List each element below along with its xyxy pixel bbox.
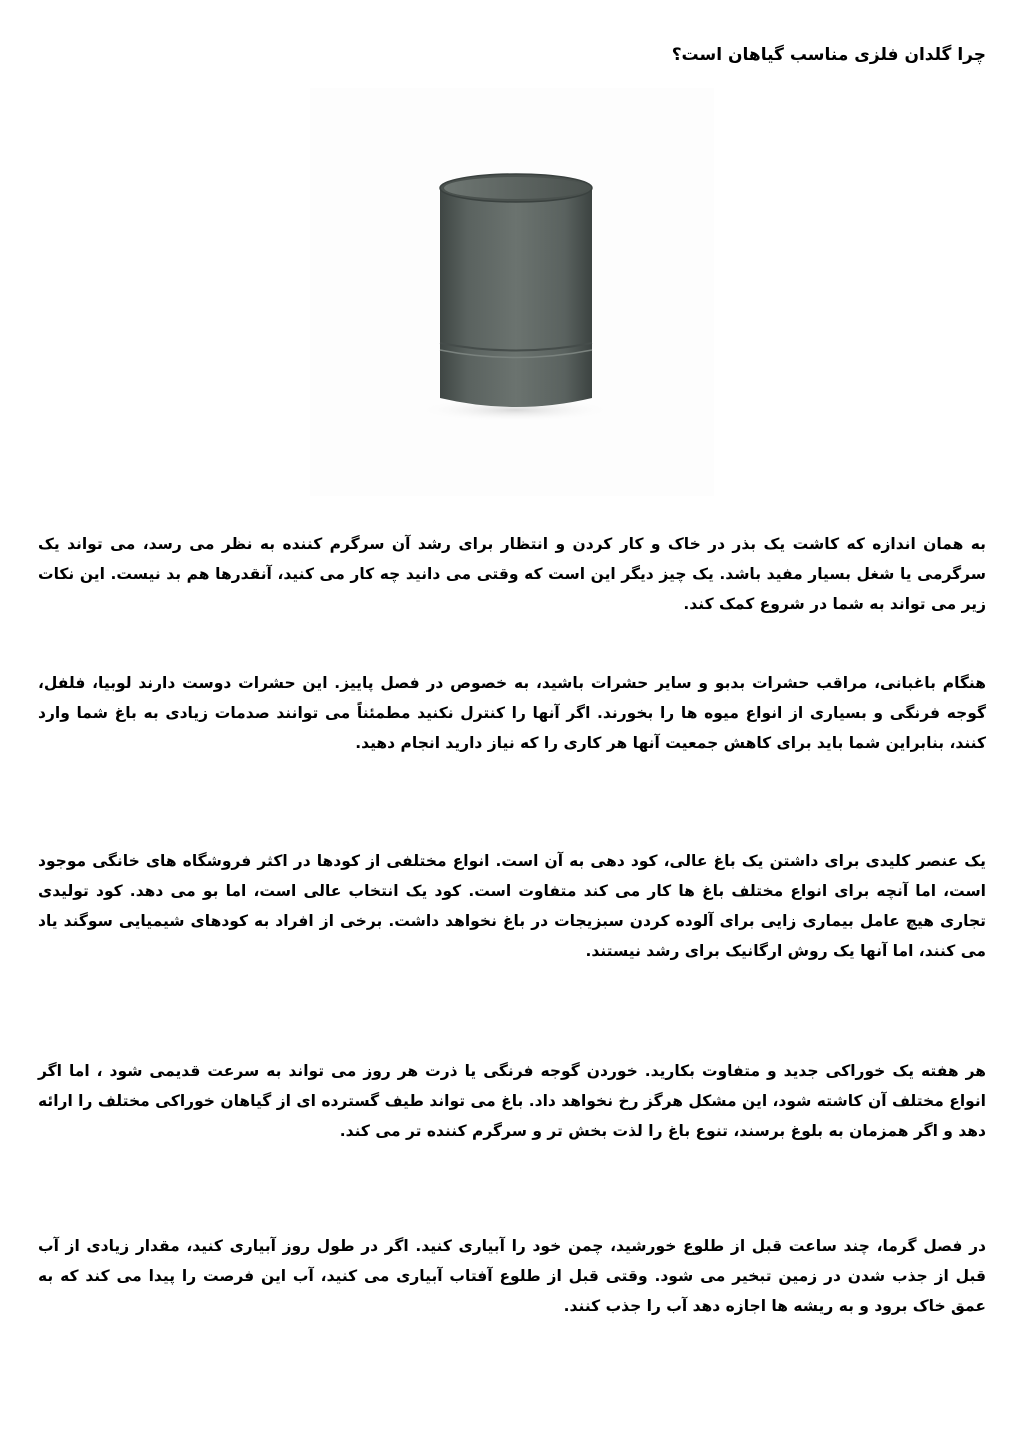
metal-pot-photo bbox=[310, 88, 714, 496]
paragraph-intro: به همان اندازه که کاشت یک بذر در خاک و کار کردن و انتظار برای رشد آن سرگرم کننده به نظر می رسد، می تواند یک سرگرمی یا شغل بسیار مفید باشد. یک چیز دیگر این است که وقتی می دانید چه کار می کنید، آنقدرها هم بد نیست. این نکات زیر می تواند به شما در شروع کمک کند. bbox=[38, 534, 986, 613]
paragraph-watering: در فصل گرما، چند ساعت قبل از طلوع خورشید، چمن خود را آبیاری کنید. اگر در طول روز آبیاری کنید، مقدار زیادی از آب قبل از جذب شدن در زمین تبخیر می شود. وقتی قبل از طلوع آفتاب آبیاری می کنید، آب این فرصت را پیدا می کند که به عمق خاک برود و به ریشه ها اجازه دهد آب را جذب کنند. bbox=[38, 1236, 986, 1315]
metal-pot-icon bbox=[310, 88, 714, 496]
page-title: چرا گلدان فلزی مناسب گیاهان است؟ bbox=[671, 45, 986, 65]
paragraph-planting: هر هفته یک خوراکی جدید و متفاوت بکارید. خوردن گوجه فرنگی یا ذرت هر روز می تواند به سرعت قدیمی شود ، اما اگر انواع مختلف آن کاشته شود، این مشکل هرگز رخ نخواهد داد. باغ می تواند طیف گسترده ای از گیاهان خوراکی مختلف را ارائه دهد و اگر همزمان به بلوغ برسند، تنوع باغ را لذت بخش تر و سرگرم کننده تر می کند. bbox=[38, 1061, 986, 1140]
paragraph-pests: هنگام باغبانی، مراقب حشرات بدبو و سایر حشرات باشید، به خصوص در فصل پاییز. این حشرات دوست دارند لوبیا، فلفل، گوجه فرنگی و بسیاری از انواع میوه ها را بخورند. اگر آنها را کنترل نکنید مطمئناً می توانند صدمات زیادی به باغ شما وارد کنند، بنابراین شما باید برای کاهش جمعیت آنها هر کاری را که نیاز دارید انجام دهید. bbox=[38, 673, 986, 752]
paragraph-fertilizer: یک عنصر کلیدی برای داشتن یک باغ عالی، کود دهی به آن است. انواع مختلفی از کودها در اکثر فروشگاه های خانگی موجود است، اما آنچه برای انواع مختلف باغ ها کار می کند متفاوت است. کود یک انتخاب عالی است، اما بو می دهد. کود تولیدی تجاری هیچ عامل بیماری زایی برای آلوده کردن سبزیجات در باغ نخواهد داشت. برخی از افراد به کودهای شیمیایی سوگند یاد می کنند، اما آنها یک روش ارگانیک برای رشد نیستند. bbox=[38, 851, 986, 960]
